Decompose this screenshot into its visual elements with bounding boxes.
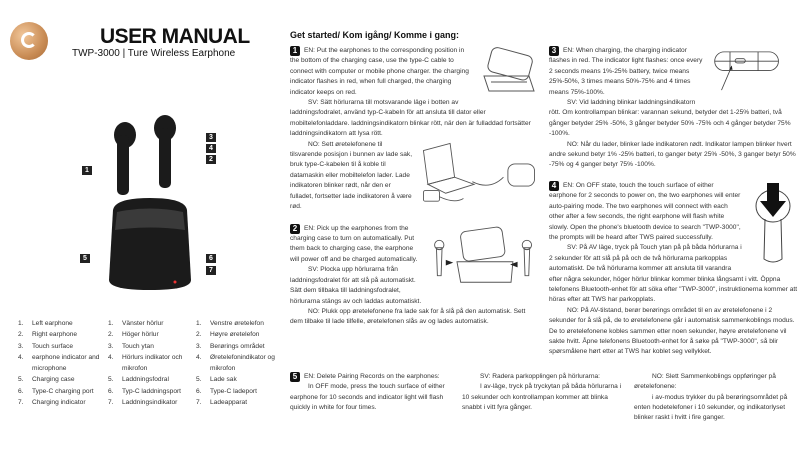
parts-list-en: 1. Left earphone 2. Right earphone 3. Touch surface 4. earphone indicator and microphone 5. Charging case 6. Type-C charging port 7. Charging indicator: [18, 320, 100, 407]
step-3-no: NO: Når du lader, blinker lade indikatoren rødt. Indikator lampen blinker hvert andre sekund betyr 1% -25% batteri, to ganger betyr 25% -50%, 3 ganger betyr 50% -75% og 4 ganger betyr 75% -100%.: [549, 140, 796, 169]
callout-3: 3: [206, 133, 216, 142]
callout-6: 6: [206, 254, 216, 263]
product-illustration: [95, 110, 205, 295]
step-3-sv: SV: Vid laddning blinkar laddningsindikatorn rött. Om kontrollampan blinkar: varannan sekund, betyder det 1-25% batteri, två gånger betyder 25% -50%, 3 gånger betyder 50% -75% och 4 gånger betyder 75% -100%.: [549, 99, 791, 138]
parts-list-sv: 1. Vänster hörlur 2. Höger hörlur 3. Touch ytan 4. Hörlurs indikator och mikrofon 5. Laddningsfodral 6. Typ-C laddningsport 7. Laddningsindikator: [108, 320, 183, 407]
right-column: [549, 46, 798, 368]
step-5-sv: SV: Radera parkopplingen på hörlurarna: I av-läge, tryck på tryckytan på båda hörlurarna i 10 sekunder och kontrollampan kommer att blinka snabbt i vitt fyra gånger.: [462, 372, 622, 411]
touch-earphone-illustration: [748, 181, 798, 266]
step-2: [290, 224, 539, 328]
step-2-sv: SV: Plocka upp hörlurarna från laddningsfodralet för att slå på automatiskt. Sätt dem tillbaka till laddningsfodralet, hörlurarna stängs av och laddas automatiskt.: [290, 266, 422, 305]
callout-7: 7: [206, 266, 216, 275]
step-2-en: 2 EN: Pick up the earphones from the charging case to turn on automatically. Put them back to charging case, the earphone will power off and be charged automatically.: [290, 223, 418, 263]
earphones-removal-illustration: [429, 224, 539, 292]
callout-4: 4: [206, 144, 216, 153]
parts-list-no: 1. Venstre øretelefon 2. Høyre øretelefon 3. Berørings området 4. Øretelefonindikator og mikrofon 5. Lade sak 6. Type-C ladeport 7. Ladeapparat: [196, 320, 275, 407]
step-5-en: 5 EN: Delete Pairing Records on the earphones: In OFF mode, press the touch surface of either earphone for 10 seconds and indicator light will flash quickly in white for four times.: [290, 371, 445, 411]
step-5: [290, 372, 798, 424]
callout-1: 1: [82, 166, 92, 175]
charging-case-open-illustration: [479, 46, 539, 96]
manual-subtitle: TWP-3000 | Ture Wireless Earphone: [72, 48, 236, 59]
callout-5: 5: [80, 254, 90, 263]
instructions-area: [290, 30, 798, 424]
step-1-sv: SV: Sätt hörlurarna till motsvarande läge i botten av laddningsfodralet, använd typ-C-kabeln för att ansluta till dator eller mobiltelefonladdare. laddningsindikatorn blinkar rött, när den är fulladdad fortsätter laddningsindikatorn att lysa rött.: [290, 99, 531, 138]
step-3-en: 3 EN: When charging, the charging indicator flashes in red. The indicator light flashes: once every 2 seconds means 1%-25% battery, twice means 25%-50%, 3 times means 50%-75% and 4 times means 75%-100%.: [549, 46, 703, 96]
middle-column: [290, 46, 539, 368]
step-4-no: NO: På AV-tilstand, berør berørings området til en av øretelefonene i 2 sekunder for å slå på, de to øretelefonene går i automatisk sammenkoblings modus. De to øretelefonene kobles sammen etter noen sekunder, høyre øretelefonene vil sakte hvitt. Åpne telefonens Bluetooth-enhet for å søke på "TWP-3000", så blir spørsmålene hørt etter at TWS har koblet seg vellykket.: [549, 306, 795, 356]
brand-logo: [10, 22, 48, 60]
step-2-no: NO: Plukk opp øretelefonene fra lade sak for å slå på den automatisk. Sett dem tilbake til lade tilfelle, øretelefonen slås av og lades automatisk.: [290, 307, 526, 326]
callout-2: 2: [206, 155, 216, 164]
step-4: [549, 181, 798, 358]
step-4-en: 4 EN: On OFF state, touch the touch surface of either earphone for 2 seconds to power on, the two earphones will enter auto-pairing mode. The two earphones will connect with each other after a few seconds, the right earphone will flash white slowly. Open the phone's bluetooth device to search "TWP-3000", the prompts will be heard after TWS paired successfully.: [549, 180, 741, 241]
charging-port-illustration: [713, 46, 798, 96]
step-1-no: NO: Sett øretelefonene til tilsvarende posisjon i bunnen av lade sak, bruk type-C-kabelen til å koble til datamaskin eller mobiltelefon lader. Lade indikatoren blinker rødt, når den er fulladet, fortsetter lade indikatoren å være rød.: [290, 140, 413, 211]
step-5-no: NO: Slett Sammenkoblings oppføringer på øretelefonene: i av-modus trykker du på berøringsområdet på enten hodetelefoner i 10 sekunder, og indikatorlyset blinker raskt i hvitt i fire ganger.: [634, 372, 788, 422]
step-1: [290, 46, 539, 214]
get-started-heading: Get started/ Kom igång/ Komme i gang:: [290, 30, 460, 40]
manual-title: USER MANUAL: [100, 25, 250, 48]
laptop-charging-illustration: [419, 140, 539, 210]
step-4-sv: SV: På AV läge, tryck på Touch ytan på på båda hörlurarna i 2 sekunder för att slå på på och de två hörlurarna parkopplas automatiskt. De två hörlurarna kommer att ansluta till varandra efter några sekunder, höger hörlur blinkar kommer blinka långsamt i vitt. Öppna telefonens Bluetooth-enhet för att söka efter "TWP-3000", instruktionerna kommer att höras efter att TWS har parkopplats.: [549, 244, 798, 304]
step-1-en: 1 EN: Put the earphones to the corresponding position in the bottom of the charging case, use the type-C cable to connect with computer or mobile phone charger. the charging indicator flashes in red, when full charged, the charging indicator keeps on red.: [290, 46, 469, 96]
step-3: [549, 46, 798, 171]
